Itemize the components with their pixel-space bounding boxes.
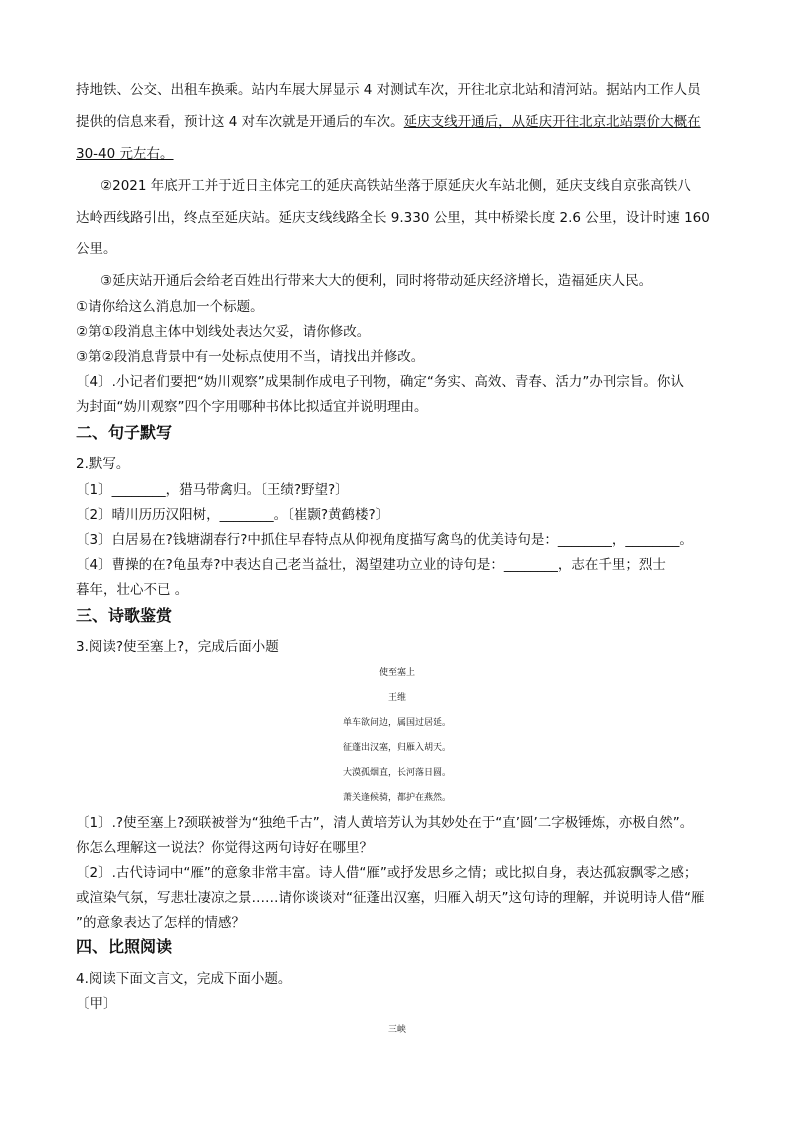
dictation-item: 〔2〕晴川历历汉阳树，________。〔崔颢?黄鹤楼?〕 bbox=[76, 507, 390, 523]
poem-line: 萧关逢候骑，都护在燕然。 bbox=[342, 793, 451, 803]
poem-line: 大漠孤烟直，长河落日圆。 bbox=[342, 768, 451, 778]
section-heading-dictation: 二、句子默写 bbox=[76, 423, 173, 442]
poetry-question-2: 〔2〕.古代诗词中“雁”的意象非常丰富。诗人借“雁”或抒发思乡之情；或比拟自身，表达孤寂飘零之感； bbox=[76, 865, 698, 881]
poem-line: 单车欲问边，属国过居延。 bbox=[342, 718, 451, 728]
news-paragraph-2: 公里。 bbox=[76, 241, 117, 257]
part-label: 〔甲〕 bbox=[76, 996, 117, 1012]
dictation-item: 〔4〕曹操的在?龟虽寿?中表达自己老当益壮，渴望建功立业的诗句是：________，志在千里；烈士 bbox=[76, 557, 666, 573]
poem-title: 使至塞上 bbox=[378, 668, 415, 678]
news-body-line bbox=[76, 113, 726, 131]
news-body-text: 提供的信息来看，预计这 4 对车次就是开通后的车次。 bbox=[76, 114, 404, 130]
poetry-question-1: 你怎么理解这一说法？你觉得这两句诗好在哪里？ bbox=[76, 840, 373, 856]
question-3: ③第②段消息背景中有一处标点使用不当，请找出并修改。 bbox=[76, 349, 425, 365]
question-2: ②第①段消息主体中划线处表达欠妥，请你修改。 bbox=[76, 324, 371, 340]
question-1: ①请你给这么消息加一个标题。 bbox=[76, 299, 264, 315]
dictation-item: 暮年，壮心不已 。 bbox=[76, 582, 189, 598]
section-heading-reading: 四、比照阅读 bbox=[76, 937, 173, 956]
section-heading-poetry: 三、诗歌鉴赏 bbox=[76, 606, 173, 625]
classical-text-title: 三峡 bbox=[387, 1025, 406, 1035]
poetry-question-2: 或渲染气氛，写悲壮凄凉之景……请你谈谈对“征蓬出汉塞，归雁入胡天”这句诗的理解，并说明诗人借“雁 bbox=[76, 890, 705, 906]
news-body-line: 持地铁、公交、出租车换乘。站内车展大屏显示 4 对测试车次，开往北京北站和清河站。据站内工作人员 bbox=[76, 82, 701, 98]
dictation-item: 〔1〕________，猎马带禽归。〔王绩?野望?〕 bbox=[76, 482, 349, 498]
poem-author: 王维 bbox=[387, 693, 406, 703]
question-intro: 3.阅读?使至塞上?，完成后面小题 bbox=[76, 639, 279, 655]
news-paragraph-2: 达岭西线路引出，终点至延庆站。延庆支线线路全长 9.330 公里，其中桥梁长度 2.6 公里，设计时速 160 bbox=[76, 210, 710, 226]
underlined-sentence-end: 30-40 元左右。 bbox=[76, 146, 174, 162]
poem-line: 征蓬出汉塞，归雁入胡天。 bbox=[342, 743, 451, 753]
question-intro: 2.默写。 bbox=[76, 456, 130, 472]
dictation-item: 〔3〕白居易在?钱塘湖春行?中抓住早春特点从仰视角度描写禽鸟的优美诗句是：________，________。 bbox=[76, 532, 693, 548]
question-4: 为封面“妫川观察”四个字用哪种书体比拟适宜并说明理由。 bbox=[76, 399, 428, 415]
news-paragraph-2: ②2021 年底开工并于近日主体完工的延庆高铁站坐落于原延庆火车站北侧，延庆支线自京张高铁八 bbox=[100, 178, 691, 194]
poetry-question-1: 〔1〕.?使至塞上?颈联被誉为“独绝千古”，清人黄培芳认为其妙处在于“直’圆’二字极锤炼，亦极自然”。 bbox=[76, 815, 694, 831]
underlined-sentence: 延庆支线开通后，从延庆开往北京北站票价大概在 bbox=[403, 114, 701, 130]
question-intro: 4.阅读下面文言文，完成下面小题。 bbox=[76, 971, 292, 987]
question-4: 〔4〕.小记者们要把“妫川观察”成果制作成电子刊物，确定“务实、高效、青春、活力”办刊宗旨。你认 bbox=[76, 374, 684, 390]
news-paragraph-3: ③延庆站开通后会给老百姓出行带来大大的便利，同时将带动延庆经济增长，造福延庆人民。 bbox=[100, 273, 653, 289]
poetry-question-2: ”的意象表达了怎样的情感？ bbox=[76, 915, 245, 931]
